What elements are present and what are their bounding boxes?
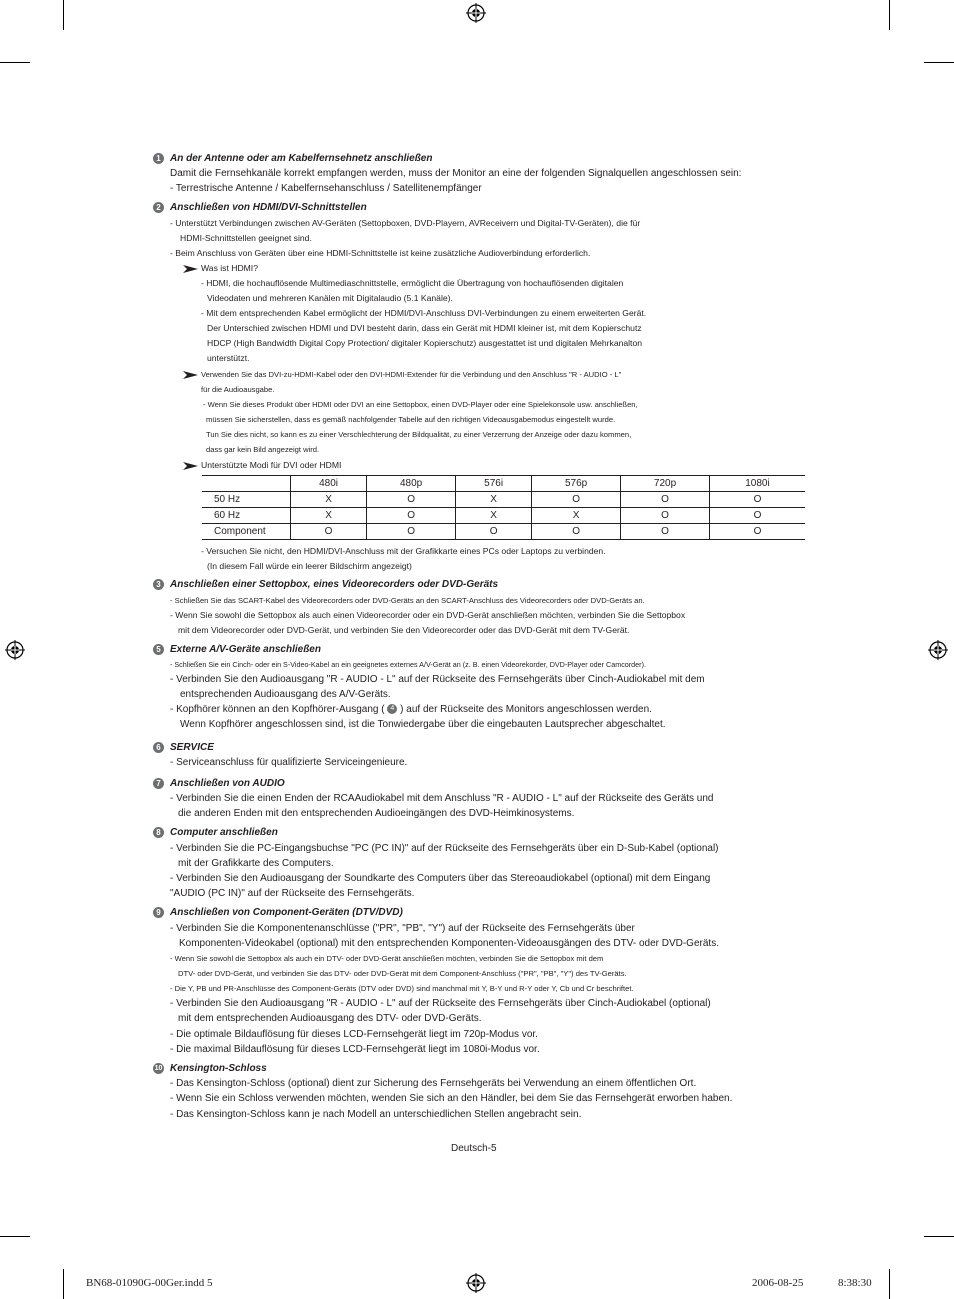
section-number-badge: 5 xyxy=(153,644,164,655)
table-cell: Component xyxy=(202,524,291,540)
paragraph-line: - Mit dem entsprechenden Kabel ermöglicht der HDMI/DVI-Anschluss DVI-Verbindungen zu einem erweiterten Gerät. xyxy=(201,308,647,318)
paragraph-line: - Beim Anschluss von Geräten über eine HDMI-Schnittstelle ist keine zusätzliche Audioverbindung erforderlich. xyxy=(170,248,591,258)
paragraph-line: - Wenn Sie dieses Produkt über HDMI oder DVI an eine Settopbox, einen DVD-Player oder eine Spielekonsole usw. anschließen, xyxy=(203,400,638,409)
table-row xyxy=(202,508,805,524)
paragraph-line: - Die maximal Bildauflösung für dieses LCD-Fernsehgerät liegt im 1080i-Modus vor. xyxy=(170,1044,540,1055)
note-arrow-icon xyxy=(183,371,198,379)
paragraph-line: - HDMI, die hochauflösende Multimediaschnittstelle, ermöglicht die Übertragung von hochauflösenden digitalen xyxy=(201,278,624,288)
paragraph-line: DTV- oder DVD-Gerät, und verbinden Sie das DTV- oder DVD-Gerät mit dem Component-Anschluss ("PR", "PB", "Y") des TV-Geräts. xyxy=(178,969,627,978)
table-cell: X xyxy=(291,508,367,524)
headphone-text-end: ) auf der Rückseite des Monitors angeschlossen werden. xyxy=(400,704,652,715)
table-cell: O xyxy=(291,524,367,540)
note-heading: Was ist HDMI? xyxy=(201,263,258,273)
paragraph-line: dass gar kein Bild angezeigt wird. xyxy=(206,445,320,454)
table-cell: O xyxy=(709,492,805,508)
section-title: Externe A/V-Geräte anschließen xyxy=(170,644,321,655)
table-cell: O xyxy=(621,492,710,508)
table-cell: O xyxy=(532,492,621,508)
paragraph-line: (In diesem Fall würde ein leerer Bildschirm angezeigt) xyxy=(207,561,412,571)
table-header-cell: 576i xyxy=(456,476,532,492)
crop-mark xyxy=(889,0,890,30)
paragraph-line: Komponenten-Videokabel (optional) mit den entsprechenden Komponenten-Videoausgängen des DTV- oder DVD-Geräts. xyxy=(179,938,719,949)
table-cell: X xyxy=(532,508,621,524)
table-cell: O xyxy=(367,492,456,508)
table-header-cell: 480p xyxy=(367,476,456,492)
paragraph-line: - Die Y, PB und PR-Anschlüsse des Component-Geräts (DTV oder DVD) sind manchmal mit Y, B-Y und R-Y oder Y, Cb und Cr beschriftet. xyxy=(170,984,634,993)
paragraph-line: müssen Sie sicherstellen, dass es gemäß nachfolgender Tabelle auf den richtigen Videoausgabemodus eingestellt wurde. xyxy=(206,415,616,424)
footer-time: 8:38:30 xyxy=(838,1277,872,1289)
paragraph-line: - Wenn Sie sowohl die Settopbox als auch ein DTV- oder DVD-Gerät anschließen möchten, verbinden Sie die Settopbox mit dem xyxy=(170,954,604,963)
table-cell: O xyxy=(367,508,456,524)
section-title: Kensington-Schloss xyxy=(170,1063,267,1074)
footer-filename: BN68-01090G-00Ger.indd 5 xyxy=(86,1277,213,1289)
paragraph-line: - Schließen Sie das SCART-Kabel des Videorecorders oder DVD-Geräts an den SCART-Anschluss des Videorecorders oder DVD-Geräts an. xyxy=(170,596,645,605)
table-header-row xyxy=(202,476,805,492)
section-title: Anschließen von Component-Geräten (DTV/DVD) xyxy=(170,907,403,918)
paragraph-line: - Wenn Sie sowohl die Settopbox als auch einen Videorecorder oder ein DVD-Gerät anschließen möchten, verbinden Sie die Settopbox xyxy=(170,610,686,620)
section-title: Computer anschließen xyxy=(170,827,278,838)
page-number: Deutsch-5 xyxy=(451,1143,497,1154)
crop-mark xyxy=(63,1269,64,1299)
paragraph-line: - Versuchen Sie nicht, den HDMI/DVI-Anschluss mit der Grafikkarte eines PCs oder Laptops zu verbinden. xyxy=(201,546,606,556)
section-title: Anschließen von HDMI/DVI-Schnittstellen xyxy=(170,202,367,213)
note-heading: Unterstützte Modi für DVI oder HDMI xyxy=(201,460,342,470)
table-cell: O xyxy=(709,508,805,524)
crosshair-circle-icon xyxy=(928,640,948,660)
table-header-cell: 576p xyxy=(532,476,621,492)
paragraph-line: - Schließen Sie ein Cinch- oder ein S-Video-Kabel an ein geeignetes externes A/V-Gerät an (z. B. einen Videorekorder, DVD-Player oder Camcorder). xyxy=(170,660,646,669)
section-number-badge: 6 xyxy=(153,742,164,753)
crop-mark xyxy=(889,1269,890,1299)
supported-modes-table xyxy=(202,475,805,540)
crop-mark xyxy=(0,1236,30,1237)
paragraph-line: Der Unterschied zwischen HDMI und DVI besteht darin, dass ein Gerät mit HDMI kleiner ist, mit dem Kopierschutz xyxy=(207,323,642,333)
paragraph-line: - Verbinden Sie die einen Enden der RCAAudiokabel mit dem Anschluss "R - AUDIO - L" auf der Rückseite des Geräts und xyxy=(170,793,714,804)
table-row xyxy=(202,524,805,540)
crop-mark xyxy=(0,62,30,63)
table-row xyxy=(202,492,805,508)
table-cell: O xyxy=(532,524,621,540)
footer-date: 2006-08-25 xyxy=(752,1277,804,1289)
section-title: An der Antenne oder am Kabelfernsehnetz anschließen xyxy=(170,153,433,164)
paragraph-line: Tun Sie dies nicht, so kann es zu einer Verschlechterung der Bildqualität, zu einer Verzerrung der Anzeige oder dazu kommen, xyxy=(206,430,632,439)
table-cell: O xyxy=(367,524,456,540)
paragraph-line: - Terrestrische Antenne / Kabelfernsehanschluss / Satellitenempfänger xyxy=(170,183,482,194)
table-header-cell xyxy=(202,476,291,492)
crop-mark xyxy=(924,1236,954,1237)
crop-mark xyxy=(63,0,64,30)
table-cell: O xyxy=(621,508,710,524)
paragraph-line: - Wenn Sie ein Schloss verwenden möchten, wenden Sie sich an den Händler, bei dem Sie das Fernsehgerät erworben haben. xyxy=(170,1093,733,1104)
table-cell: 50 Hz xyxy=(202,492,291,508)
note-arrow-icon xyxy=(183,462,198,470)
paragraph-line: - Verbinden Sie den Audioausgang "R - AUDIO - L" auf der Rückseite des Fernsehgeräts über Cinch-Audiokabel (optional) xyxy=(170,998,711,1009)
paragraph-line: unterstützt. xyxy=(207,353,250,363)
section-title: SERVICE xyxy=(170,742,214,753)
table-header-cell: 1080i xyxy=(709,476,805,492)
connector-number-badge: 4 xyxy=(387,704,397,714)
table-cell: X xyxy=(456,492,532,508)
section-title: Anschließen einer Settopbox, eines Videorecorders oder DVD-Geräts xyxy=(170,579,499,590)
paragraph-line: für die Audioausgabe. xyxy=(201,385,275,394)
paragraph-line: HDMI-Schnittstellen geeignet sind. xyxy=(180,233,312,243)
paragraph-line: die anderen Enden mit den entsprechenden Audioeingängen des DVD-Heimkinosystems. xyxy=(178,808,575,819)
paragraph-line: - Verbinden Sie die PC-Eingangsbuchse "PC (PC IN)" auf der Rückseite des Fernsehgeräts über ein D-Sub-Kabel (optional) xyxy=(170,843,719,854)
table-cell: O xyxy=(621,524,710,540)
table-cell: O xyxy=(709,524,805,540)
table-header-cell: 480i xyxy=(291,476,367,492)
table-cell: O xyxy=(456,524,532,540)
paragraph-line: mit dem entsprechenden Audioausgang des DTV- oder DVD-Geräts. xyxy=(178,1013,482,1024)
section-number-badge: 1 xyxy=(153,153,164,164)
headphone-text-start: - Kopfhörer können an den Kopfhörer-Ausgang ( xyxy=(170,704,385,715)
paragraph-line: - Serviceanschluss für qualifizierte Serviceingenieure. xyxy=(170,757,408,768)
paragraph-line: Videodaten und mehreren Kanälen mit Digitalaudio (5.1 Kanäle). xyxy=(207,293,453,303)
paragraph-line: - Verbinden Sie die Komponentenanschlüsse ("PR", "PB", "Y") auf der Rückseite des Fernsehgeräts über xyxy=(170,923,635,934)
crosshair-circle-icon xyxy=(466,3,486,23)
paragraph-line: mit der Grafikkarte des Computers. xyxy=(178,858,334,869)
section-number-badge: 3 xyxy=(153,579,164,590)
paragraph-line: Damit die Fernsehkanäle korrekt empfangen werden, muss der Monitor an eine der folgenden Signalquellen angeschlossen sein: xyxy=(170,168,742,179)
section-number-badge: 7 xyxy=(153,778,164,789)
paragraph-line: - Das Kensington-Schloss kann je nach Modell an unterschiedlichen Stellen angebracht sein. xyxy=(170,1109,582,1120)
note-arrow-icon xyxy=(183,265,198,273)
paragraph-line: mit dem Videorecorder oder DVD-Gerät, und verbinden Sie den Videorecorder oder das DVD-Gerät mit dem TV-Gerät. xyxy=(178,625,630,635)
paragraph-line: - Verbinden Sie den Audioausgang "R - AUDIO - L" auf der Rückseite des Fernsehgeräts über Cinch-Audiokabel mit dem xyxy=(170,674,705,685)
table-header-cell: 720p xyxy=(621,476,710,492)
paragraph-line: - Die optimale Bildauflösung für dieses LCD-Fernsehgerät liegt im 720p-Modus vor. xyxy=(170,1029,538,1040)
paragraph-line: - Das Kensington-Schloss (optional) dient zur Sicherung des Fernsehgeräts bei Verwendung an einem öffentlichen Ort. xyxy=(170,1078,697,1089)
section-number-badge: 2 xyxy=(153,202,164,213)
paragraph-line: "AUDIO (PC IN)" auf der Rückseite des Fernsehgeräts. xyxy=(170,888,415,899)
paragraph-line: - Verbinden Sie den Audioausgang der Soundkarte des Computers über das Stereoaudiokabel (optional) mit dem Eingang xyxy=(170,873,711,884)
paragraph-line: HDCP (High Bandwidth Digital Copy Protection/ digitaler Kopierschutz) ausgestattet ist und digitalen Mehrkanalton xyxy=(207,338,643,348)
table-cell: X xyxy=(291,492,367,508)
table-cell: X xyxy=(456,508,532,524)
crop-mark xyxy=(924,62,954,63)
crosshair-circle-icon xyxy=(466,1273,486,1293)
section-number-badge: 10 xyxy=(154,1065,163,1072)
paragraph-line: entsprechenden Audioausgang des A/V-Geräts. xyxy=(180,689,391,700)
section-number-badge: 9 xyxy=(153,907,164,918)
paragraph-line: Wenn Kopfhörer angeschlossen sind, ist die Tonwiedergabe über die eingebauten Lautsprecher abgeschaltet. xyxy=(180,719,666,730)
table-cell: 60 Hz xyxy=(202,508,291,524)
section-number-badge: 8 xyxy=(153,827,164,838)
paragraph-line: Verwenden Sie das DVI-zu-HDMI-Kabel oder den DVI-HDMI-Extender für die Verbindung und den Anschluss "R - AUDIO - L" xyxy=(201,370,622,379)
paragraph-line xyxy=(170,702,652,717)
section-title: Anschließen von AUDIO xyxy=(170,778,285,789)
paragraph-line: - Unterstützt Verbindungen zwischen AV-Geräten (Settopboxen, DVD-Playern, AVReceivern und Digital-TV-Geräten), die für xyxy=(170,218,641,228)
crosshair-circle-icon xyxy=(5,640,25,660)
